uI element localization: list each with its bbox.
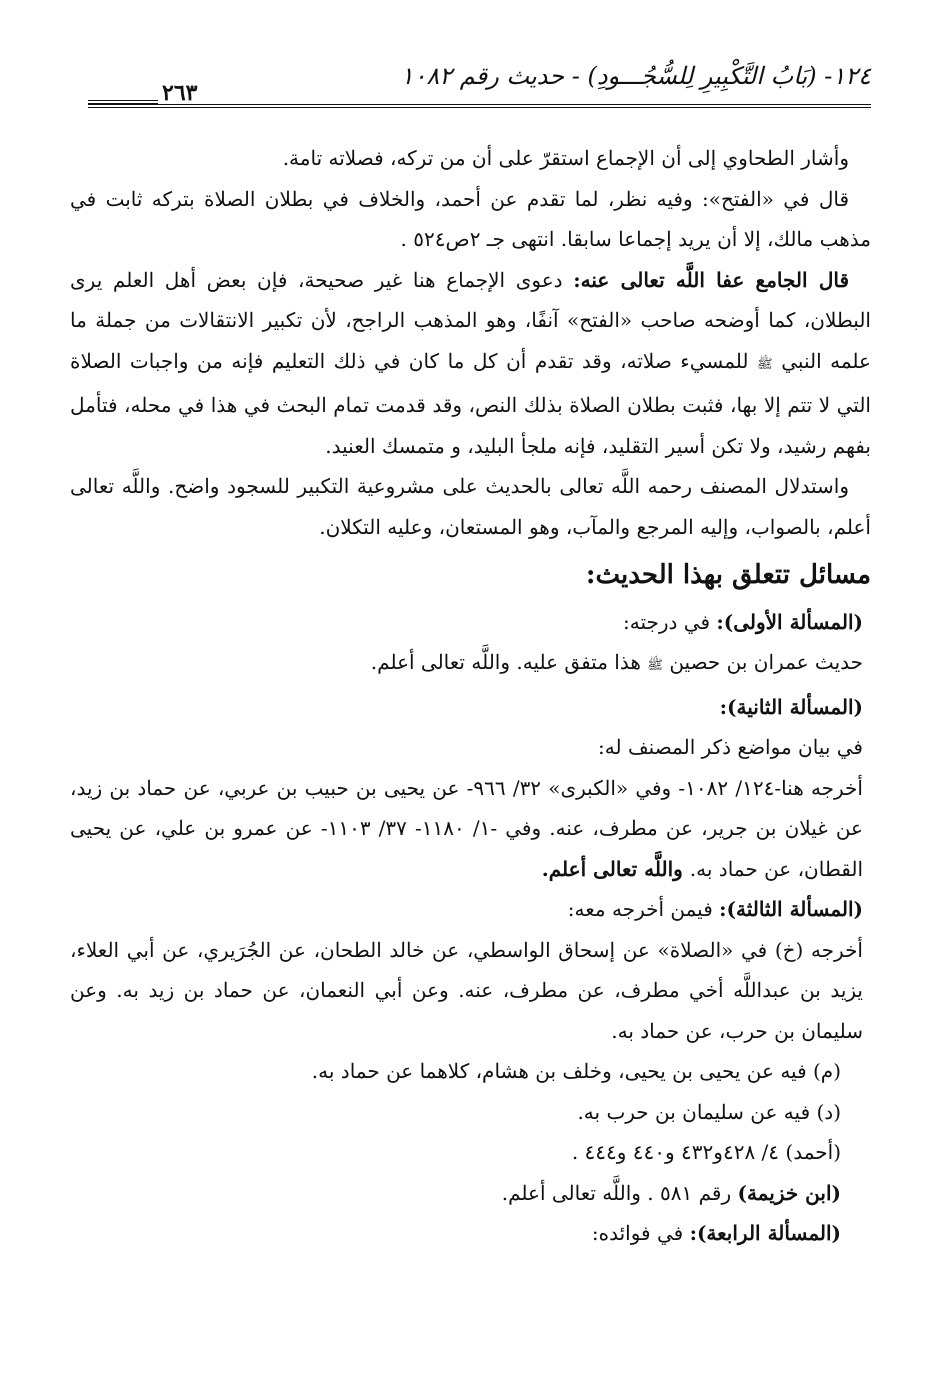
text-run: واللَّه تعالى أعلم.: [541, 856, 690, 881]
issue-line: [70, 1213, 871, 1254]
text-run: حديث عمران بن حصين: [662, 650, 863, 674]
paragraph: في بيان مواضع ذكر المصنف له:: [598, 735, 863, 759]
issue-line: [70, 889, 871, 930]
salutation-glyph: ﷺ: [757, 356, 773, 372]
issue-label: (المسألة الثانية):: [719, 694, 863, 719]
section-heading: مسائل تتعلق بهذا الحديث:: [585, 560, 871, 590]
issue-label: (المسألة الأولى):: [716, 609, 863, 634]
text-run: أخرجه هنا-١٢٤/ ١٠٨٢- وفي «الكبرى» ٣٢/ ٩٦٦- عن يحيى بن حبيب بن عربي، عن حماد بن زيد، عن غيلان بن جرير، عن مطرف، عنه. وفي -١/ ١١٨٠- ٣٧/ ١١٠٣- عن عمرو بن علي، عن يحيى القطان، عن حماد به.: [70, 775, 863, 881]
source-line: (د) فيه عن سليمان بن حرب به.: [577, 1099, 841, 1124]
paragraph: وأشار الطحاوي إلى أن الإجماع استقرّ على أن من تركه، فصلاته تامة.: [282, 146, 849, 170]
text-run: رقم ٥٨١ . واللَّه تعالى أعلم.: [501, 1180, 738, 1205]
source-line: (أحمد) ٤/ ٤٢٨و٤٣٢ و٤٤٠ و٤٤٤ .: [571, 1140, 841, 1164]
text-run: للمسيء صلاته، وقد تقدم أن كل ما كان في ذلك التعليم فإنه من واجبات الصلاة التي لا تتم إلا بها، فثبت بطلان الصلاة بذلك النص، وقد قدمت تمام البحث في هذا في محله، فتأمل بفهم رشيد، ولا تكن أسير التقليد، فإنه ملجأ البليد، و متمسك العنيد.: [70, 348, 871, 458]
paragraph: [70, 260, 871, 467]
text-run: هذا متفق عليه. واللَّه تعالى أعلم.: [370, 650, 648, 674]
text-run: فيمن أخرجه معه:: [567, 897, 720, 921]
paragraph: واستدلال المصنف رحمه اللَّه تعالى بالحديث على مشروعية التكبير للسجود واضح. واللَّه تعالى أعلم، بالصواب، وإليه المرجع والمآب، وهو المستعان، وعليه التكلان.: [70, 474, 871, 539]
text-run: دعوى الإجماع هنا غير صحيحة، فإن بعض أهل العلم يرى البطلان، كما أوضحه صاحب «الفتح» آنفًا، وهو المذهب الراجح، لأن تكبير الانتقالات من جملة ما علمه النبي: [70, 267, 871, 373]
author-remark-label: قال الجامع عفا اللَّه تعالى عنه:: [573, 267, 849, 292]
source-line: (م) فيه عن يحيى بن يحيى، وخلف بن هشام، كلاهما عن حماد به.: [311, 1059, 841, 1083]
issue-line: [70, 602, 871, 643]
chapter-title: ١٢٤- (بَابُ التَّكْبِيرِ لِلسُّجُـــودِ) - حديث رقم ١٠٨٢: [400, 62, 871, 90]
issue-label: (المسألة الرابعة):: [689, 1221, 841, 1245]
text-run: في درجته:: [623, 609, 717, 634]
issue-label: (المسألة الثالثة):: [719, 897, 863, 921]
running-header: [90, 62, 871, 106]
page-number: ٢٦٣: [162, 80, 198, 106]
header-rule: [88, 104, 871, 108]
paragraph: قال في «الفتح»: وفيه نظر، لما تقدم عن أحمد، والخلاف في بطلان الصلاة بتركه ثابت في مذهب مالك، إلا أن يريد إجماعا سابقا. انتهى جـ ٢ص٥٢٤ .: [70, 186, 871, 251]
source-label: (ابن خزيمة): [737, 1180, 841, 1205]
text-run: في فوائده:: [591, 1221, 690, 1245]
salutation-glyph: ﷺ: [647, 658, 663, 673]
page-body: [70, 138, 871, 1254]
issue-line: [70, 687, 871, 728]
paragraph: [70, 768, 871, 890]
paragraph: [70, 642, 871, 687]
source-line: [70, 1173, 871, 1214]
paragraph: أخرجه (خ) في «الصلاة» عن إسحاق الواسطي، عن خالد الطحان، عن الجُرَيري، عن أبي العلاء، يزيد بن عبداللَّه أخي مطرف، عن مطرف، عنه. وعن أبي النعمان، عن حماد بن زيد به. وعن سليمان بن حرب، عن حماد به.: [70, 937, 863, 1043]
